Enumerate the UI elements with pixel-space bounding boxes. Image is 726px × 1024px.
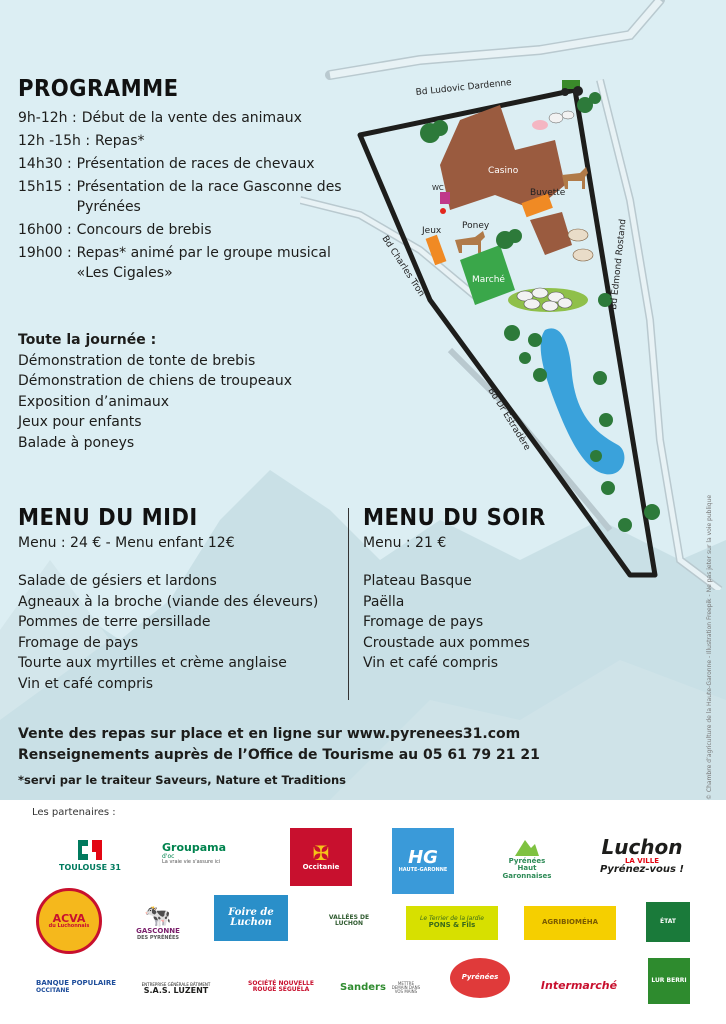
mountain-logo-icon [513, 836, 541, 858]
info-tourism-office: Renseignements auprès de l’Office de Tourisme au 05 61 79 21 21 [18, 747, 540, 763]
programme-desc: Début de la vente des animaux [81, 110, 302, 126]
programme-time: 12h -15h : [18, 133, 91, 149]
all-day-item: Balade à poneys [18, 434, 135, 451]
logo-occitanie: ✠ Occitanie [290, 828, 352, 886]
logo-pyrenees-radio: Pyrénées [450, 958, 510, 998]
programme-title: PROGRAMME [18, 76, 179, 102]
poney-label: Poney [462, 221, 490, 231]
buvette-label: Buvette [530, 188, 566, 198]
programme-item [18, 220, 348, 240]
programme-desc: Repas* animé par le groupe musical «Les Cigales» [76, 245, 331, 281]
info-online-sale: Vente des repas sur place et en ligne sur www.pyrenees31.com [18, 726, 521, 742]
logo-vallees-luchon: VALLÉES DE LUCHON [328, 913, 370, 927]
programme-item [18, 243, 348, 283]
all-day-list [18, 351, 292, 454]
menu-soir-price: Menu : 21 € [363, 534, 447, 551]
caterer-note: *servi par le traiteur Saveurs, Nature et Traditions [18, 773, 347, 787]
partners-section [0, 800, 726, 1024]
programme-desc: Présentation de la race Gasconne des Pyrénées [76, 179, 342, 215]
menu-midi-item: Fromage de pays [18, 634, 139, 651]
programme-item [18, 177, 348, 217]
pond [541, 328, 625, 474]
menu-midi-list [18, 571, 318, 694]
menu-midi-section [18, 505, 319, 694]
logo-etat: ÉTAT [646, 902, 690, 942]
menu-soir-item: Vin et café compris [363, 655, 499, 671]
programme-time: 16h00 : [18, 222, 72, 238]
all-day-section [18, 330, 292, 453]
menu-midi-item: Pommes de terre persillade [18, 614, 211, 630]
street-label-bottom: Bd Dr Estradère [485, 386, 532, 453]
programme-item [18, 154, 348, 174]
cow-head-icon: 🐄 [144, 904, 172, 930]
programme-time: 19h00 : [18, 245, 72, 261]
partners-label: Les partenaires : [32, 807, 116, 818]
logo-pyrenees-haut-garonnaises: Pyrénées Haut Garonnaises [492, 830, 562, 886]
logo-credit-agricole: TOULOUSE 31 [50, 828, 130, 880]
logo-sanders: Sanders METTRE DEMAIN DANS VOS MAINS [340, 980, 421, 995]
menu-soir-item: Fromage de pays [363, 614, 484, 630]
all-day-heading: Toute la journée : [18, 332, 157, 348]
programme-section [18, 76, 348, 286]
jeux-label: Jeux [422, 226, 442, 236]
programme-desc: Concours de brebis [76, 222, 212, 238]
pony-icon [455, 231, 485, 253]
all-day-item: Démonstration de chiens de troupeaux [18, 373, 293, 389]
site-map [300, 0, 726, 590]
all-day-item: Démonstration de tonte de brebis [18, 352, 256, 369]
logo-gasconne: 🐄 GASCONNE DES PYRÉNÉES [136, 904, 180, 941]
menu-soir-item: Plateau Basque [363, 573, 472, 589]
logo-pons-fils: Le Terrier de la Jardie PONS & Fils [406, 906, 498, 940]
logo-agribiomeha: AGRIBIOMÉHA [524, 906, 616, 940]
vertical-credit: © Chambre d’agriculture de la Haute-Garonne - Illustration Freepik - Ne pas jeter sur la voie publique [706, 494, 713, 800]
logo-groupama: Groupama d'oc La vraie vie s'assure ici [162, 841, 227, 866]
credit-agricole-icon [74, 836, 106, 864]
casino-label: Casino [488, 166, 519, 176]
logo-rouge-seguela: SOCIÉTÉ NOUVELLE ROUGÉ SÉGUÉLA [248, 979, 314, 993]
logo-luzent: ENTREPRISE GÉNÉRALE BÂTIMENT S.A.S. LUZENT [141, 981, 211, 995]
programme-item [18, 108, 348, 128]
info-section [18, 724, 540, 766]
programme-time: 14h30 : [18, 156, 72, 172]
menu-soir-title: MENU DU SOIR [363, 505, 546, 531]
logo-intermarche: Intermarché [540, 979, 618, 993]
logo-foire-de-luchon: Foire de Luchon [214, 895, 288, 941]
street-label-left: Bd Charles Tron [379, 234, 427, 299]
marche-label: Marché [472, 275, 505, 285]
menu-midi-item: Salade de gésiers et lardons [18, 573, 217, 589]
menu-soir-section [363, 505, 562, 674]
wc-label: WC [432, 184, 444, 192]
all-day-item: Jeux pour enfants [18, 414, 142, 430]
menu-soir-list [363, 571, 562, 674]
menu-midi-item: Tourte aux myrtilles et crème anglaise [18, 655, 287, 671]
tractor-icon [561, 80, 583, 96]
programme-item [18, 131, 348, 151]
menu-divider [348, 508, 349, 700]
logo-lur-berri: LUR BERRI [648, 958, 690, 1004]
menu-midi-item: Agneaux à la broche (viande des éleveurs) [18, 593, 319, 610]
all-day-item: Exposition d’animaux [18, 393, 170, 410]
programme-desc: Présentation de races de chevaux [76, 156, 315, 172]
menu-midi-price: Menu : 24 € - Menu enfant 12€ [18, 534, 235, 551]
logo-banque-populaire: BANQUE POPULAIRE OCCITANE [36, 979, 117, 994]
menu-soir-item: Croustade aux pommes [363, 634, 530, 651]
occitan-cross-icon: ✠ [312, 840, 330, 865]
menu-soir-item: Paëlla [363, 593, 405, 610]
programme-time: 9h-12h : [18, 110, 77, 126]
logo-haute-garonne: HG HAUTE-GARONNE [392, 828, 454, 894]
menu-midi-item: Vin et café compris [18, 675, 154, 692]
street-label-right: Bd Edmond Rostand [609, 218, 629, 311]
street-label-top: Bd Ludovic Dardenne [415, 77, 513, 98]
programme-desc: Repas* [95, 133, 145, 149]
menu-midi-title: MENU DU MIDI [18, 505, 198, 531]
programme-list [18, 108, 348, 283]
logo-luchon: Luchon LA VILLE Pyrénez-vous ! [600, 834, 684, 875]
programme-time: 15h15 : [18, 179, 72, 195]
logo-acva: ACVA du Luchonnais [36, 888, 102, 954]
